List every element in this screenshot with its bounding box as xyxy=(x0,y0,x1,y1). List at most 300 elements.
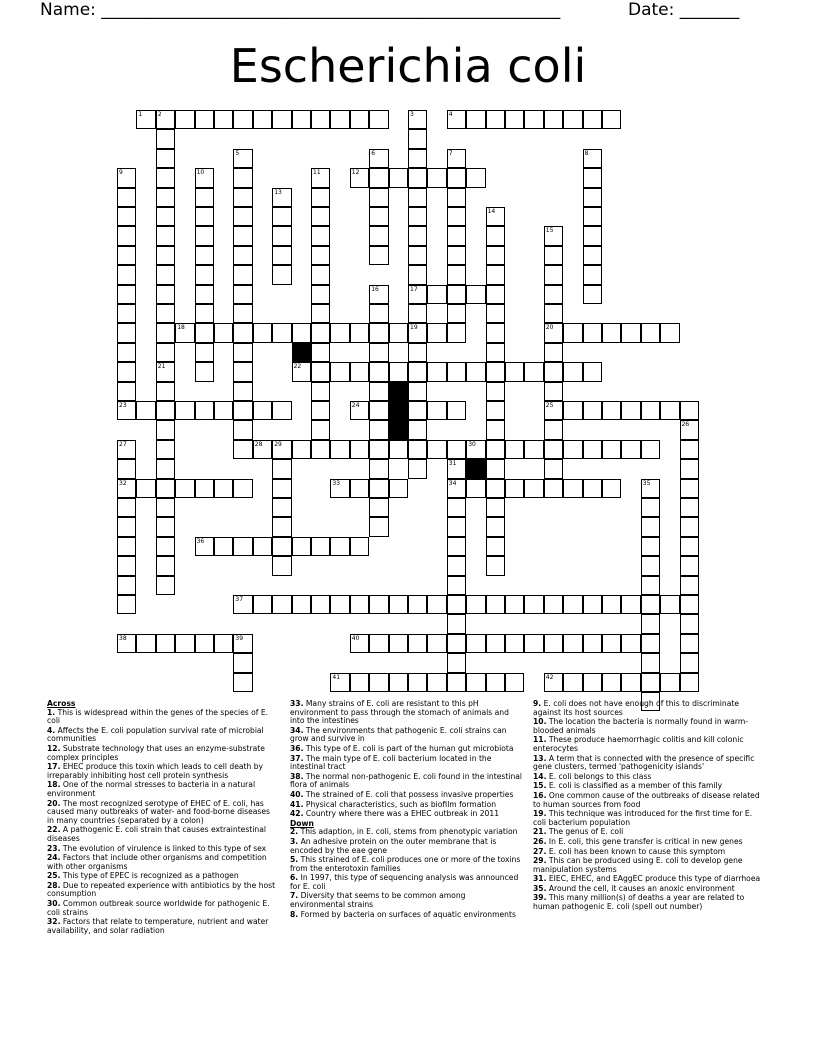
grid-cell[interactable] xyxy=(292,362,311,381)
grid-cell[interactable] xyxy=(408,246,427,265)
grid-cell[interactable] xyxy=(486,440,505,459)
grid-cell[interactable] xyxy=(272,595,291,614)
grid-cell[interactable] xyxy=(486,595,505,614)
grid-cell[interactable] xyxy=(350,362,369,381)
grid-cell[interactable] xyxy=(233,440,252,459)
grid-cell[interactable] xyxy=(563,362,582,381)
grid-cell[interactable] xyxy=(117,285,136,304)
grid-cell[interactable] xyxy=(447,304,466,323)
grid-cell[interactable] xyxy=(447,614,466,633)
grid-cell[interactable] xyxy=(369,188,388,207)
grid-cell[interactable] xyxy=(369,420,388,439)
grid-cell[interactable] xyxy=(195,362,214,381)
grid-cell[interactable] xyxy=(195,634,214,653)
grid-cell[interactable] xyxy=(350,401,369,420)
grid-cell[interactable] xyxy=(505,479,524,498)
grid-cell[interactable] xyxy=(680,556,699,575)
grid-cell[interactable] xyxy=(544,459,563,478)
grid-cell[interactable] xyxy=(486,673,505,692)
grid-cell[interactable] xyxy=(408,188,427,207)
grid-cell[interactable] xyxy=(389,595,408,614)
grid-cell[interactable] xyxy=(369,343,388,362)
grid-cell[interactable] xyxy=(680,634,699,653)
grid-cell[interactable] xyxy=(117,265,136,284)
grid-cell[interactable] xyxy=(602,595,621,614)
grid-cell[interactable] xyxy=(427,440,446,459)
grid-cell[interactable] xyxy=(233,226,252,245)
grid-cell[interactable] xyxy=(544,323,563,342)
grid-cell[interactable] xyxy=(117,634,136,653)
grid-cell[interactable] xyxy=(156,265,175,284)
grid-cell[interactable] xyxy=(350,537,369,556)
grid-cell[interactable] xyxy=(175,110,194,129)
grid-cell[interactable] xyxy=(486,110,505,129)
grid-cell[interactable] xyxy=(486,323,505,342)
grid-cell[interactable] xyxy=(233,653,252,672)
grid-cell[interactable] xyxy=(427,401,446,420)
grid-cell[interactable] xyxy=(311,362,330,381)
grid-cell[interactable] xyxy=(486,265,505,284)
grid-cell[interactable] xyxy=(447,673,466,692)
grid-cell[interactable] xyxy=(175,479,194,498)
grid-cell[interactable] xyxy=(641,498,660,517)
grid-cell[interactable] xyxy=(253,537,272,556)
grid-cell[interactable] xyxy=(369,226,388,245)
grid-cell[interactable] xyxy=(311,420,330,439)
grid-cell[interactable] xyxy=(369,207,388,226)
grid-cell[interactable] xyxy=(544,226,563,245)
grid-cell[interactable] xyxy=(583,168,602,187)
grid-cell[interactable] xyxy=(447,498,466,517)
grid-cell[interactable] xyxy=(447,401,466,420)
grid-cell[interactable] xyxy=(233,362,252,381)
grid-cell[interactable] xyxy=(408,440,427,459)
grid-cell[interactable] xyxy=(350,673,369,692)
grid-cell[interactable] xyxy=(486,537,505,556)
grid-cell[interactable] xyxy=(350,323,369,342)
grid-cell[interactable] xyxy=(389,479,408,498)
grid-cell[interactable] xyxy=(214,634,233,653)
grid-cell[interactable] xyxy=(486,634,505,653)
grid-cell[interactable] xyxy=(680,459,699,478)
grid-cell[interactable] xyxy=(195,110,214,129)
grid-cell[interactable] xyxy=(233,110,252,129)
grid-cell[interactable] xyxy=(292,537,311,556)
grid-cell[interactable] xyxy=(408,362,427,381)
grid-cell[interactable] xyxy=(369,246,388,265)
grid-cell[interactable] xyxy=(156,382,175,401)
grid-cell[interactable] xyxy=(330,595,349,614)
grid-cell[interactable] xyxy=(195,246,214,265)
grid-cell[interactable] xyxy=(233,168,252,187)
grid-cell[interactable] xyxy=(583,401,602,420)
grid-cell[interactable] xyxy=(311,110,330,129)
grid-cell[interactable] xyxy=(544,304,563,323)
grid-cell[interactable] xyxy=(583,285,602,304)
grid-cell[interactable] xyxy=(195,188,214,207)
grid-cell[interactable] xyxy=(311,226,330,245)
grid-cell[interactable] xyxy=(583,323,602,342)
grid-cell[interactable] xyxy=(156,246,175,265)
grid-cell[interactable] xyxy=(311,207,330,226)
grid-cell[interactable] xyxy=(233,382,252,401)
grid-cell[interactable] xyxy=(214,110,233,129)
grid-cell[interactable] xyxy=(621,440,640,459)
grid-cell[interactable] xyxy=(117,401,136,420)
grid-cell[interactable] xyxy=(408,226,427,245)
grid-cell[interactable] xyxy=(680,614,699,633)
grid-cell[interactable] xyxy=(447,479,466,498)
grid-cell[interactable] xyxy=(311,382,330,401)
grid-cell[interactable] xyxy=(621,673,640,692)
grid-cell[interactable] xyxy=(486,556,505,575)
grid-cell[interactable] xyxy=(680,537,699,556)
grid-cell[interactable] xyxy=(233,634,252,653)
grid-cell[interactable] xyxy=(583,595,602,614)
grid-cell[interactable] xyxy=(408,420,427,439)
grid-cell[interactable] xyxy=(117,207,136,226)
grid-cell[interactable] xyxy=(117,343,136,362)
grid-cell[interactable] xyxy=(369,479,388,498)
grid-cell[interactable] xyxy=(156,401,175,420)
grid-cell[interactable] xyxy=(680,479,699,498)
grid-cell[interactable] xyxy=(330,479,349,498)
grid-cell[interactable] xyxy=(272,110,291,129)
grid-cell[interactable] xyxy=(447,576,466,595)
grid-cell[interactable] xyxy=(369,595,388,614)
grid-cell[interactable] xyxy=(272,207,291,226)
grid-cell[interactable] xyxy=(369,673,388,692)
grid-cell[interactable] xyxy=(233,595,252,614)
grid-cell[interactable] xyxy=(156,343,175,362)
grid-cell[interactable] xyxy=(563,323,582,342)
grid-cell[interactable] xyxy=(544,673,563,692)
grid-cell[interactable] xyxy=(233,149,252,168)
grid-cell[interactable] xyxy=(272,537,291,556)
grid-cell[interactable] xyxy=(311,246,330,265)
grid-cell[interactable] xyxy=(583,226,602,245)
grid-cell[interactable] xyxy=(447,595,466,614)
grid-cell[interactable] xyxy=(350,595,369,614)
grid-cell[interactable] xyxy=(447,537,466,556)
grid-cell[interactable] xyxy=(117,382,136,401)
grid-cell[interactable] xyxy=(156,168,175,187)
grid-cell[interactable] xyxy=(272,246,291,265)
grid-cell[interactable] xyxy=(233,285,252,304)
grid-cell[interactable] xyxy=(447,149,466,168)
grid-cell[interactable] xyxy=(233,304,252,323)
grid-cell[interactable] xyxy=(214,401,233,420)
grid-cell[interactable] xyxy=(156,420,175,439)
grid-cell[interactable] xyxy=(117,556,136,575)
grid-cell[interactable] xyxy=(583,440,602,459)
grid-cell[interactable] xyxy=(272,517,291,536)
grid-cell[interactable] xyxy=(563,440,582,459)
grid-cell[interactable] xyxy=(427,634,446,653)
grid-cell[interactable] xyxy=(195,323,214,342)
grid-cell[interactable] xyxy=(583,149,602,168)
grid-cell[interactable] xyxy=(544,382,563,401)
grid-cell[interactable] xyxy=(641,576,660,595)
grid-cell[interactable] xyxy=(466,285,485,304)
grid-cell[interactable] xyxy=(427,168,446,187)
grid-cell[interactable] xyxy=(486,517,505,536)
grid-cell[interactable] xyxy=(447,634,466,653)
grid-cell[interactable] xyxy=(369,110,388,129)
grid-cell[interactable] xyxy=(486,304,505,323)
grid-cell[interactable] xyxy=(427,323,446,342)
grid-cell[interactable] xyxy=(408,285,427,304)
grid-cell[interactable] xyxy=(427,673,446,692)
grid-cell[interactable] xyxy=(389,634,408,653)
grid-cell[interactable] xyxy=(583,362,602,381)
grid-cell[interactable] xyxy=(369,498,388,517)
grid-cell[interactable] xyxy=(292,440,311,459)
grid-cell[interactable] xyxy=(486,207,505,226)
grid-cell[interactable] xyxy=(214,479,233,498)
grid-cell[interactable] xyxy=(427,285,446,304)
grid-cell[interactable] xyxy=(408,595,427,614)
grid-cell[interactable] xyxy=(311,188,330,207)
grid-cell[interactable] xyxy=(272,323,291,342)
grid-cell[interactable] xyxy=(641,479,660,498)
grid-cell[interactable] xyxy=(369,285,388,304)
grid-cell[interactable] xyxy=(117,226,136,245)
grid-cell[interactable] xyxy=(389,440,408,459)
grid-cell[interactable] xyxy=(311,343,330,362)
grid-cell[interactable] xyxy=(544,246,563,265)
grid-cell[interactable] xyxy=(117,576,136,595)
grid-cell[interactable] xyxy=(272,479,291,498)
grid-cell[interactable] xyxy=(350,440,369,459)
grid-cell[interactable] xyxy=(621,401,640,420)
grid-cell[interactable] xyxy=(466,168,485,187)
grid-cell[interactable] xyxy=(195,537,214,556)
grid-cell[interactable] xyxy=(195,401,214,420)
grid-cell[interactable] xyxy=(408,673,427,692)
grid-cell[interactable] xyxy=(311,323,330,342)
grid-cell[interactable] xyxy=(447,265,466,284)
grid-cell[interactable] xyxy=(330,440,349,459)
grid-cell[interactable] xyxy=(156,304,175,323)
grid-cell[interactable] xyxy=(156,576,175,595)
grid-cell[interactable] xyxy=(253,595,272,614)
grid-cell[interactable] xyxy=(408,634,427,653)
grid-cell[interactable] xyxy=(156,149,175,168)
grid-cell[interactable] xyxy=(544,343,563,362)
grid-cell[interactable] xyxy=(350,634,369,653)
grid-cell[interactable] xyxy=(195,304,214,323)
grid-cell[interactable] xyxy=(272,188,291,207)
grid-cell[interactable] xyxy=(195,207,214,226)
grid-cell[interactable] xyxy=(330,362,349,381)
grid-cell[interactable] xyxy=(486,246,505,265)
grid-cell[interactable] xyxy=(427,595,446,614)
grid-cell[interactable] xyxy=(680,420,699,439)
grid-cell[interactable] xyxy=(117,188,136,207)
grid-cell[interactable] xyxy=(330,673,349,692)
grid-cell[interactable] xyxy=(408,459,427,478)
grid-cell[interactable] xyxy=(466,479,485,498)
grid-cell[interactable] xyxy=(486,285,505,304)
grid-cell[interactable] xyxy=(563,401,582,420)
grid-cell[interactable] xyxy=(272,265,291,284)
grid-cell[interactable] xyxy=(117,537,136,556)
grid-cell[interactable] xyxy=(195,479,214,498)
grid-cell[interactable] xyxy=(408,149,427,168)
grid-cell[interactable] xyxy=(447,556,466,575)
grid-cell[interactable] xyxy=(156,226,175,245)
grid-cell[interactable] xyxy=(156,440,175,459)
grid-cell[interactable] xyxy=(408,110,427,129)
grid-cell[interactable] xyxy=(311,304,330,323)
grid-cell[interactable] xyxy=(641,556,660,575)
grid-cell[interactable] xyxy=(602,479,621,498)
grid-cell[interactable] xyxy=(117,168,136,187)
grid-cell[interactable] xyxy=(447,323,466,342)
grid-cell[interactable] xyxy=(272,401,291,420)
grid-cell[interactable] xyxy=(389,323,408,342)
grid-cell[interactable] xyxy=(330,110,349,129)
grid-cell[interactable] xyxy=(660,323,679,342)
grid-cell[interactable] xyxy=(524,362,543,381)
grid-cell[interactable] xyxy=(117,517,136,536)
grid-cell[interactable] xyxy=(544,362,563,381)
grid-cell[interactable] xyxy=(583,188,602,207)
grid-cell[interactable] xyxy=(195,285,214,304)
grid-cell[interactable] xyxy=(136,401,155,420)
grid-cell[interactable] xyxy=(369,401,388,420)
grid-cell[interactable] xyxy=(389,168,408,187)
grid-cell[interactable] xyxy=(233,673,252,692)
grid-cell[interactable] xyxy=(408,265,427,284)
grid-cell[interactable] xyxy=(466,595,485,614)
grid-cell[interactable] xyxy=(117,498,136,517)
grid-cell[interactable] xyxy=(427,362,446,381)
grid-cell[interactable] xyxy=(156,129,175,148)
grid-cell[interactable] xyxy=(486,343,505,362)
grid-cell[interactable] xyxy=(660,595,679,614)
grid-cell[interactable] xyxy=(233,420,252,439)
grid-cell[interactable] xyxy=(389,362,408,381)
grid-cell[interactable] xyxy=(486,459,505,478)
grid-cell[interactable] xyxy=(369,323,388,342)
grid-cell[interactable] xyxy=(408,129,427,148)
grid-cell[interactable] xyxy=(350,110,369,129)
grid-cell[interactable] xyxy=(621,323,640,342)
grid-cell[interactable] xyxy=(447,246,466,265)
grid-cell[interactable] xyxy=(253,440,272,459)
grid-cell[interactable] xyxy=(583,246,602,265)
grid-cell[interactable] xyxy=(486,401,505,420)
grid-cell[interactable] xyxy=(311,537,330,556)
grid-cell[interactable] xyxy=(369,382,388,401)
grid-cell[interactable] xyxy=(156,110,175,129)
grid-cell[interactable] xyxy=(311,265,330,284)
grid-cell[interactable] xyxy=(156,323,175,342)
grid-cell[interactable] xyxy=(680,440,699,459)
grid-cell[interactable] xyxy=(447,362,466,381)
grid-cell[interactable] xyxy=(486,420,505,439)
grid-cell[interactable] xyxy=(563,673,582,692)
grid-cell[interactable] xyxy=(505,110,524,129)
grid-cell[interactable] xyxy=(602,110,621,129)
grid-cell[interactable] xyxy=(447,226,466,245)
grid-cell[interactable] xyxy=(641,595,660,614)
grid-cell[interactable] xyxy=(156,517,175,536)
grid-cell[interactable] xyxy=(641,440,660,459)
grid-cell[interactable] xyxy=(524,634,543,653)
grid-cell[interactable] xyxy=(486,362,505,381)
grid-cell[interactable] xyxy=(117,459,136,478)
grid-cell[interactable] xyxy=(621,634,640,653)
grid-cell[interactable] xyxy=(408,304,427,323)
grid-cell[interactable] xyxy=(680,517,699,536)
grid-cell[interactable] xyxy=(602,673,621,692)
grid-cell[interactable] xyxy=(369,304,388,323)
grid-cell[interactable] xyxy=(505,595,524,614)
grid-cell[interactable] xyxy=(641,517,660,536)
grid-cell[interactable] xyxy=(641,614,660,633)
grid-cell[interactable] xyxy=(369,440,388,459)
grid-cell[interactable] xyxy=(214,323,233,342)
grid-cell[interactable] xyxy=(408,323,427,342)
grid-cell[interactable] xyxy=(175,401,194,420)
grid-cell[interactable] xyxy=(524,110,543,129)
grid-cell[interactable] xyxy=(292,110,311,129)
grid-cell[interactable] xyxy=(156,556,175,575)
grid-cell[interactable] xyxy=(292,323,311,342)
grid-cell[interactable] xyxy=(214,537,233,556)
grid-cell[interactable] xyxy=(369,634,388,653)
grid-cell[interactable] xyxy=(544,110,563,129)
grid-cell[interactable] xyxy=(544,595,563,614)
grid-cell[interactable] xyxy=(369,517,388,536)
grid-cell[interactable] xyxy=(117,246,136,265)
grid-cell[interactable] xyxy=(505,673,524,692)
grid-cell[interactable] xyxy=(466,362,485,381)
grid-cell[interactable] xyxy=(233,537,252,556)
grid-cell[interactable] xyxy=(253,401,272,420)
grid-cell[interactable] xyxy=(330,537,349,556)
grid-cell[interactable] xyxy=(311,595,330,614)
grid-cell[interactable] xyxy=(156,537,175,556)
grid-cell[interactable] xyxy=(505,634,524,653)
grid-cell[interactable] xyxy=(369,362,388,381)
grid-cell[interactable] xyxy=(156,362,175,381)
grid-cell[interactable] xyxy=(544,440,563,459)
grid-cell[interactable] xyxy=(408,382,427,401)
grid-cell[interactable] xyxy=(680,498,699,517)
grid-cell[interactable] xyxy=(311,168,330,187)
grid-cell[interactable] xyxy=(136,110,155,129)
grid-cell[interactable] xyxy=(156,459,175,478)
grid-cell[interactable] xyxy=(292,595,311,614)
grid-cell[interactable] xyxy=(447,168,466,187)
grid-cell[interactable] xyxy=(195,168,214,187)
grid-cell[interactable] xyxy=(350,479,369,498)
grid-cell[interactable] xyxy=(156,207,175,226)
grid-cell[interactable] xyxy=(641,673,660,692)
grid-cell[interactable] xyxy=(195,343,214,362)
grid-cell[interactable] xyxy=(524,595,543,614)
grid-cell[interactable] xyxy=(641,653,660,672)
grid-cell[interactable] xyxy=(563,634,582,653)
grid-cell[interactable] xyxy=(447,517,466,536)
grid-cell[interactable] xyxy=(602,401,621,420)
grid-cell[interactable] xyxy=(505,440,524,459)
grid-cell[interactable] xyxy=(233,188,252,207)
